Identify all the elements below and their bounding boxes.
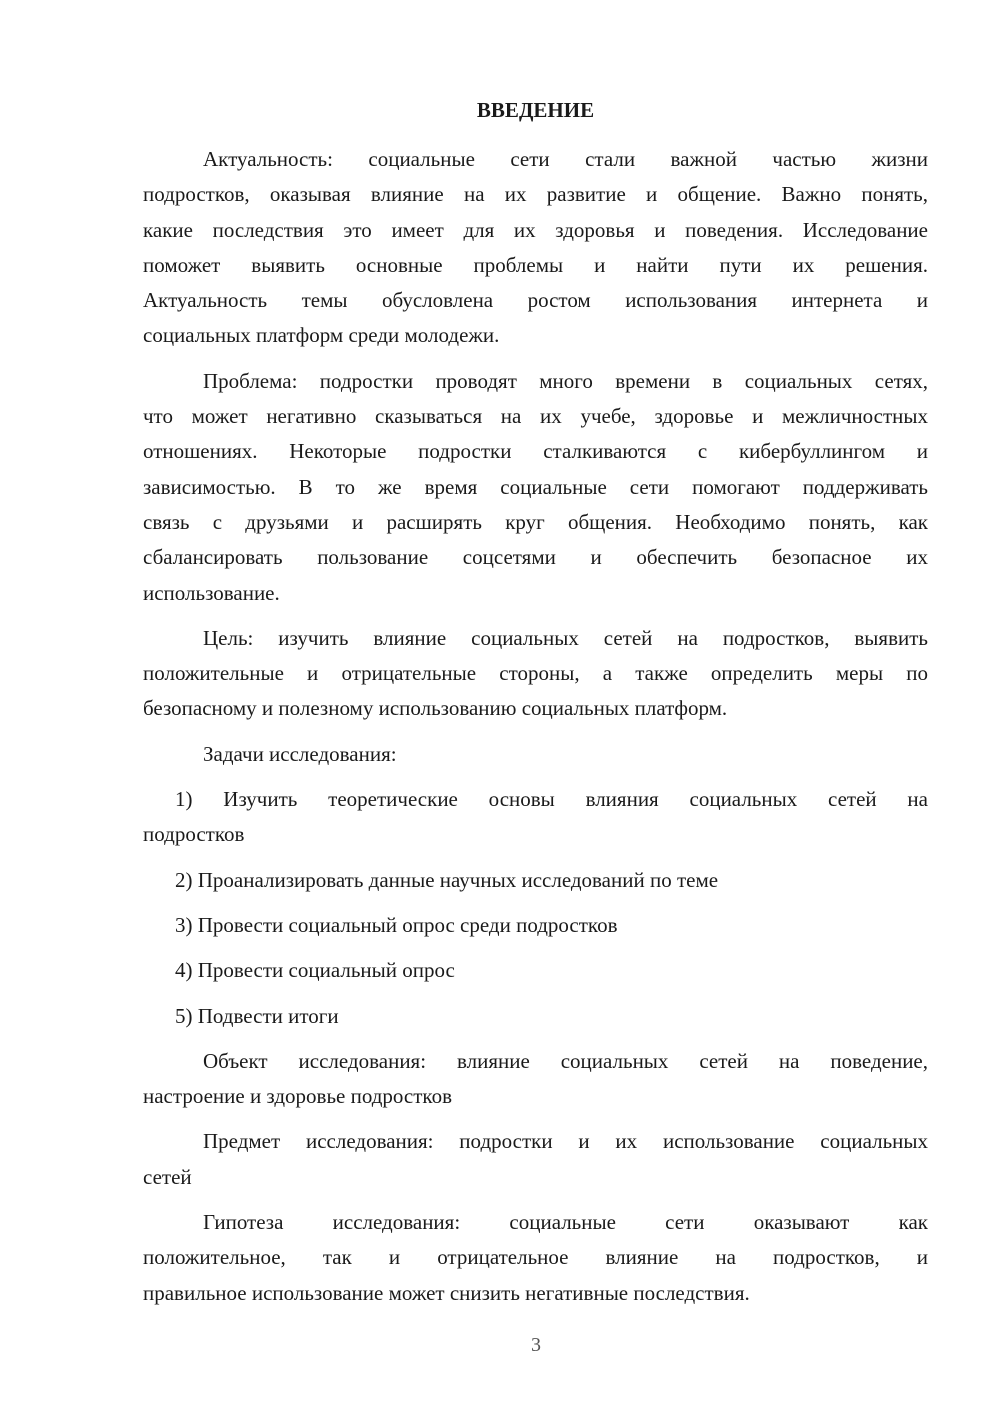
object-paragraph — [143, 1044, 928, 1115]
text-line: 5) Подвести итоги — [175, 1003, 339, 1028]
text-line: 1) Изучить теоретические основы влияния социальных сетей на — [175, 787, 928, 812]
text-line: безопасному и полезному использованию социальных платформ. — [143, 696, 728, 721]
goal-paragraph — [143, 621, 928, 727]
text-line: 4) Провести социальный опрос — [175, 958, 455, 983]
text-line: положительные и отрицательные стороны, а также определить меры по — [143, 661, 928, 686]
tasks-heading — [143, 737, 928, 772]
text-line: социальных платформ среди молодежи. — [143, 323, 500, 348]
text-line: настроение и здоровье подростков — [143, 1084, 452, 1109]
task-item-4 — [143, 953, 928, 988]
task-item-5 — [143, 999, 928, 1034]
text-line: положительное, так и отрицательное влияние на подростков, и — [143, 1245, 928, 1270]
text-line: Актуальность: социальные сети стали важной частью жизни — [203, 147, 928, 171]
text-line: 2) Проанализировать данные научных исследований по теме — [175, 867, 719, 892]
text-line: подростков, оказывая влияние на их развитие и общение. Важно понять, — [143, 182, 928, 207]
section-title: ВВЕДЕНИЕ — [476, 98, 595, 122]
text-line: 3) Провести социальный опрос среди подростков — [175, 912, 618, 937]
text-line: какие последствия это имеет для их здоровья и поведения. Исследование — [143, 217, 928, 242]
text-line: поможет выявить основные проблемы и найти пути их решения. — [143, 252, 928, 277]
text-line: Объект исследования: влияние социальных сетей на поведение, — [203, 1048, 928, 1073]
text-line: отношениях. Некоторые подростки сталкиваются с кибербуллингом и — [143, 439, 928, 464]
text-line: подростков — [143, 822, 245, 847]
task-item-2 — [143, 863, 928, 898]
text-line: Цель: изучить влияние социальных сетей на подростков, выявить — [203, 625, 928, 650]
text-line: Проблема: подростки проводят много времени в социальных сетях, — [203, 368, 928, 393]
relevance-paragraph — [143, 142, 928, 354]
text-line: Гипотеза исследования: социальные сети оказывают как — [203, 1210, 928, 1235]
text-line: использование. — [143, 580, 280, 605]
document-page — [143, 92, 928, 1321]
hypothesis-paragraph — [143, 1205, 928, 1311]
problem-paragraph — [143, 364, 928, 611]
task-item-1 — [143, 782, 928, 853]
text-line: Актуальность темы обусловлена ростом использования интернета и — [143, 288, 928, 313]
page-number: 3 — [531, 1334, 541, 1356]
task-item-3 — [143, 908, 928, 943]
text-line: зависимостью. В то же время социальные сети помогают поддерживать — [143, 474, 928, 499]
text-line: Задачи исследования: — [203, 741, 397, 766]
subject-paragraph — [143, 1124, 928, 1195]
text-line: Предмет исследования: подростки и их использование социальных — [203, 1129, 928, 1154]
text-line: что может негативно сказываться на их учебе, здоровье и межличностных — [143, 404, 928, 429]
text-line: сбалансировать пользование соцсетями и обеспечить безопасное их — [143, 545, 928, 570]
text-line: сетей — [143, 1164, 192, 1189]
text-line: связь с друзьями и расширять круг общения. Необходимо понять, как — [143, 509, 928, 534]
text-line: правильное использование может снизить негативные последствия. — [143, 1280, 750, 1305]
